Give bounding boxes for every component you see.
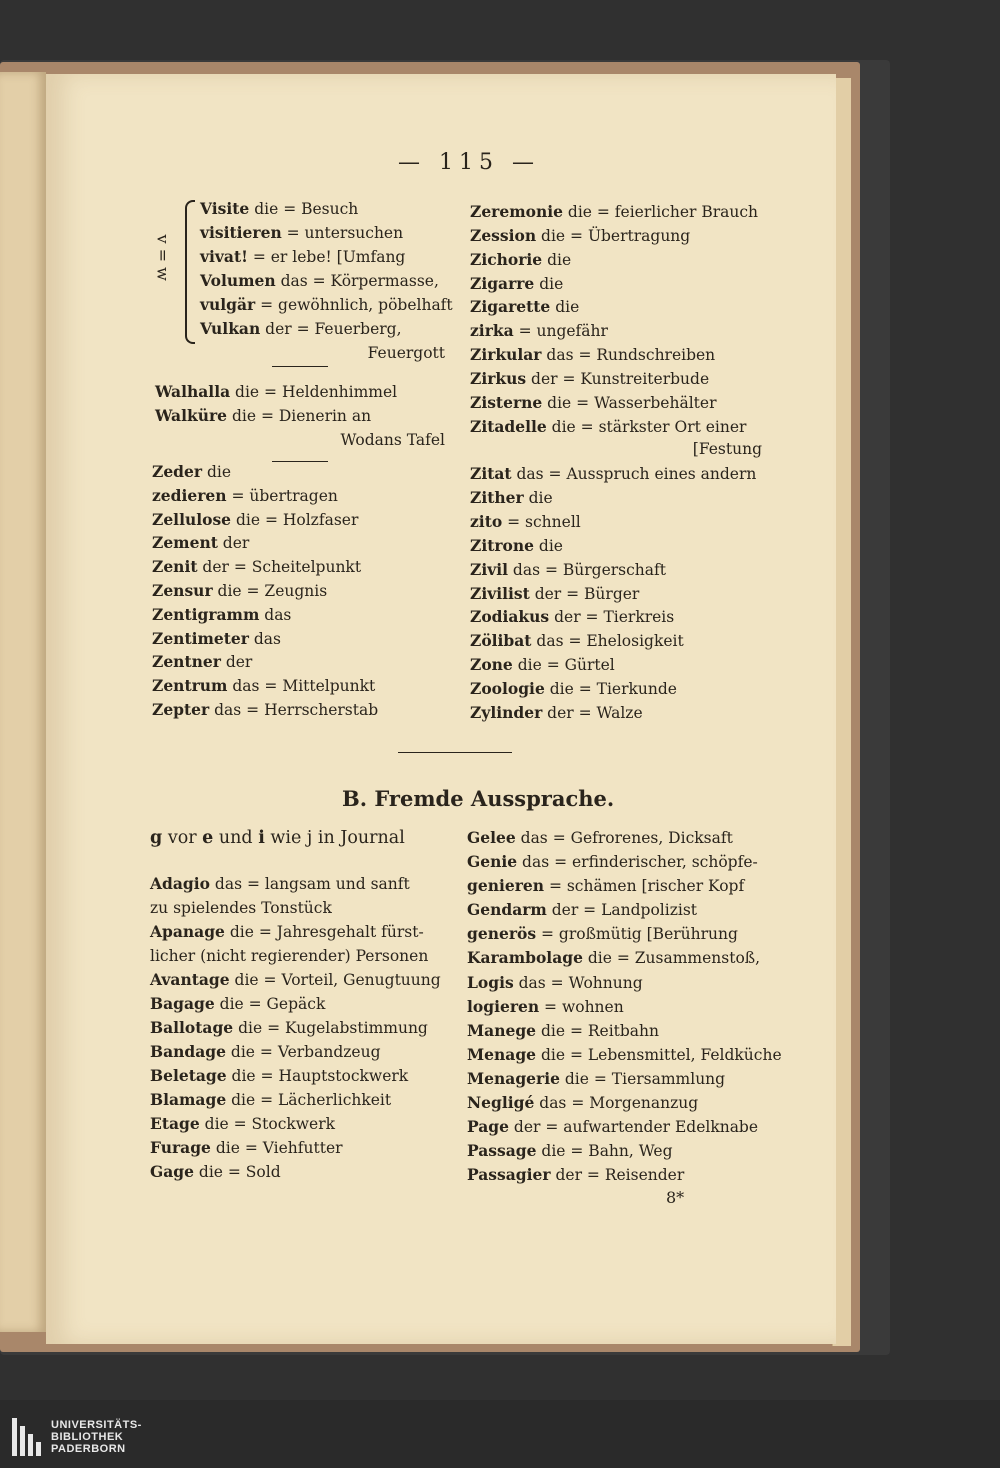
dictionary-entry	[470, 701, 762, 725]
entry-headword: Gendarm	[467, 900, 547, 920]
library-logo	[12, 1418, 142, 1456]
entry-headword: Zentrum	[152, 676, 228, 696]
subheading-e: e	[202, 828, 214, 848]
entry-definition: das = Wohnung	[513, 973, 643, 992]
entry-headword: visitieren	[200, 223, 282, 242]
entry-headword: zirka	[470, 321, 514, 341]
section-b-left-entries	[150, 872, 445, 1184]
entry-definition: die = stärkster Ort einer	[546, 417, 747, 436]
entry-headword: Zitadelle	[470, 416, 547, 436]
entry-definition: der = Walze	[542, 703, 643, 722]
entry-definition: der = Reisender	[550, 1166, 685, 1185]
entry-headword: Zoologie	[470, 678, 545, 698]
dictionary-entry	[470, 605, 762, 629]
entry-definition: das = Ehelosigkeit	[531, 632, 684, 651]
dictionary-entry	[470, 343, 762, 367]
dictionary-entry	[467, 1163, 762, 1187]
dictionary-entry	[150, 968, 445, 992]
subheading-text-3: wie j in Journal	[264, 828, 405, 848]
entry-headword: Zitat	[470, 464, 512, 484]
entry-headword: Menage	[467, 1044, 537, 1064]
entry-definition: = schnell	[502, 512, 581, 531]
dictionary-entry	[152, 698, 452, 722]
dictionary-entry	[150, 1136, 445, 1160]
dictionary-entry	[200, 245, 445, 269]
dictionary-entry	[200, 269, 445, 293]
entry-definition: die = Heldenhimmel	[230, 383, 398, 401]
entry-headword: Zement	[152, 533, 218, 553]
logo-line-1: UNIVERSITÄTS-	[51, 1419, 142, 1431]
entry-headword: Zylinder	[470, 702, 543, 722]
entry-definition: die	[542, 250, 572, 269]
right-z-entries	[470, 200, 762, 725]
dictionary-entry	[467, 971, 762, 995]
entry-definition: [Festung	[692, 440, 762, 459]
entry-definition: = untersuchen	[281, 224, 404, 242]
entry-definition: die = Lächerlichkeit	[226, 1091, 392, 1109]
entry-headword: Zeder	[152, 462, 203, 481]
entry-headword: Zentner	[152, 652, 221, 672]
top-left-entries	[200, 197, 453, 365]
entry-definition: die	[550, 298, 580, 317]
entry-definition: die = Viehfutter	[210, 1139, 343, 1157]
dictionary-entry	[152, 674, 452, 698]
left-page-edge	[0, 72, 46, 1332]
entry-headword: Zepter	[152, 699, 210, 719]
dictionary-entry	[467, 1067, 762, 1091]
entry-definition: die = Zeugnis	[212, 581, 328, 600]
entry-definition: das = Gefrorenes, Dicksaft	[515, 829, 733, 847]
entry-headword: Vulkan	[200, 319, 261, 338]
entry-definition: = großmütig [Berührung	[536, 925, 738, 944]
entry-definition: der	[217, 534, 250, 553]
entry-definition: zu spielendes Tonstück	[150, 899, 332, 917]
entry-definition: Wodans Tafel	[340, 431, 445, 449]
entry-definition: der = Feuerberg,	[260, 320, 402, 338]
dictionary-entry	[150, 1064, 445, 1088]
entry-definition: der = Kunstreiterbude	[526, 369, 710, 388]
dictionary-entry	[150, 944, 445, 968]
dictionary-entry	[152, 627, 452, 651]
logo-line-3: PADERBORN	[51, 1443, 126, 1455]
entry-definition: die = Tierkunde	[544, 679, 677, 698]
dictionary-entry	[470, 486, 762, 510]
left-z-entries	[152, 460, 452, 722]
entry-definition: der = Scheitelpunkt	[197, 558, 362, 577]
library-logo-icon	[12, 1418, 41, 1456]
section-b-right-entries	[467, 826, 782, 1187]
entry-headword: Zisterne	[470, 392, 543, 412]
subheading-g: g	[150, 828, 163, 848]
dictionary-entry	[200, 221, 445, 245]
entry-headword: Adagio	[150, 874, 210, 893]
dictionary-entry	[470, 248, 762, 272]
entry-definition: das = Bürgerschaft	[508, 560, 666, 579]
dictionary-entry	[470, 319, 762, 343]
dictionary-entry	[470, 653, 762, 677]
dictionary-entry	[470, 510, 762, 534]
footer-band	[0, 1400, 1000, 1468]
entry-definition: Feuergott	[367, 344, 445, 362]
dictionary-entry	[152, 531, 452, 555]
entry-definition: der = aufwartender Edelknabe	[508, 1118, 759, 1137]
entry-headword: logieren	[467, 996, 540, 1016]
dictionary-entry	[467, 1139, 762, 1163]
entry-headword: Negligé	[467, 1093, 535, 1113]
dictionary-entry	[470, 438, 762, 462]
entry-headword: Zivil	[470, 559, 508, 579]
dictionary-entry	[467, 1091, 762, 1115]
dictionary-entry	[150, 1088, 445, 1112]
logo-line-2: BIBLIOTHEK	[51, 1431, 124, 1443]
dictionary-entry	[467, 922, 762, 946]
entry-headword: Zigarette	[470, 297, 551, 317]
dictionary-entry	[470, 534, 762, 558]
entry-definition: das = Mittelpunkt	[227, 677, 376, 696]
dictionary-entry	[150, 992, 445, 1016]
entry-definition: licher (nicht regierender) Personen	[150, 947, 429, 965]
dictionary-entry	[470, 629, 762, 653]
dictionary-entry	[200, 317, 445, 341]
entry-headword: genieren	[467, 876, 545, 896]
entry-definition: das = Herrscherstab	[209, 700, 379, 719]
entry-headword: Beletage	[150, 1066, 227, 1085]
entry-headword: Ballotage	[150, 1018, 234, 1037]
entry-definition: die = Jahresgehalt fürst-	[224, 923, 424, 941]
entry-definition: = wohnen	[539, 997, 624, 1016]
entry-definition: das = Rundschreiben	[541, 346, 716, 365]
entry-headword: Page	[467, 1117, 509, 1137]
entry-definition: die = Zusammenstoß,	[582, 949, 761, 968]
entry-headword: Zigarre	[470, 273, 535, 293]
entry-headword: Karambolage	[467, 948, 583, 968]
entry-definition: das = Morgenanzug	[534, 1094, 699, 1113]
dictionary-entry	[152, 460, 452, 484]
dictionary-entry	[155, 380, 445, 404]
dictionary-entry	[470, 200, 762, 224]
entry-definition: die = Verbandzeug	[226, 1043, 381, 1061]
entry-definition: die = Gepäck	[214, 995, 326, 1013]
dictionary-entry	[470, 272, 762, 296]
entry-definition: das = langsam und sanft	[209, 875, 410, 893]
entry-headword: Etage	[150, 1114, 200, 1133]
section-subheading	[150, 828, 405, 848]
entry-headword: Zession	[470, 225, 537, 245]
entry-definition: = ungefähr	[513, 322, 608, 341]
left-w-entries	[155, 380, 445, 452]
entry-headword: Menagerie	[467, 1068, 560, 1088]
entry-definition: die	[534, 536, 563, 555]
dictionary-entry	[150, 1040, 445, 1064]
rule-1	[272, 366, 328, 367]
entry-headword: Bandage	[150, 1042, 226, 1061]
signature-mark: 8*	[666, 1188, 685, 1207]
entry-headword: Bagage	[150, 994, 215, 1013]
dictionary-entry	[467, 1019, 762, 1043]
entry-headword: generös	[467, 924, 537, 944]
dictionary-entry	[152, 484, 452, 508]
entry-headword: Zither	[470, 488, 524, 508]
entry-headword: Apanage	[150, 922, 225, 941]
entry-headword: Zirkular	[470, 345, 542, 365]
dictionary-entry	[155, 428, 445, 452]
entry-headword: Passage	[467, 1141, 537, 1161]
entry-headword: Zitrone	[470, 535, 534, 555]
entry-headword: zito	[470, 511, 503, 531]
subheading-text-2: und	[213, 828, 259, 848]
dictionary-entry	[150, 920, 445, 944]
dictionary-entry	[150, 1112, 445, 1136]
entry-definition: die = Holzfaser	[231, 510, 359, 529]
dictionary-entry	[200, 341, 445, 365]
dictionary-entry	[467, 1043, 782, 1067]
entry-definition: die = Hauptstockwerk	[226, 1067, 409, 1085]
entry-headword: Zellulose	[152, 509, 232, 529]
dictionary-entry	[467, 850, 762, 874]
entry-headword: Manege	[467, 1020, 537, 1040]
entry-definition: die = Gürtel	[512, 656, 615, 675]
dictionary-entry	[150, 1160, 445, 1184]
dictionary-entry	[152, 603, 452, 627]
entry-headword: vulgär	[200, 295, 256, 314]
entry-headword: Zivilist	[470, 583, 530, 603]
entry-headword: Genie	[467, 852, 518, 872]
entry-headword: Gage	[150, 1162, 194, 1181]
entry-headword: Zölibat	[470, 631, 532, 651]
entry-headword: Zirkus	[470, 368, 527, 388]
entry-headword: Logis	[467, 972, 514, 992]
entry-definition: die = feierlicher Brauch	[562, 203, 759, 221]
entry-definition: der = Landpolizist	[546, 901, 698, 920]
dictionary-entry	[150, 896, 445, 920]
entry-definition: = schämen [rischer Kopf	[544, 877, 745, 896]
entry-definition: der	[220, 653, 253, 672]
dictionary-entry	[467, 874, 762, 898]
entry-headword: Avantage	[150, 970, 230, 989]
entry-definition: das	[248, 629, 281, 648]
dictionary-entry	[200, 197, 445, 221]
dictionary-entry	[470, 677, 762, 701]
dictionary-entry	[152, 508, 452, 532]
entry-headword: Visite	[200, 199, 250, 218]
dictionary-entry	[470, 367, 762, 391]
section-rule	[398, 752, 512, 753]
entry-headword: Walhalla	[155, 382, 231, 401]
entry-definition: die = Besuch	[249, 200, 359, 218]
entry-definition: der = Tierkreis	[549, 608, 675, 627]
dictionary-entry	[152, 579, 452, 603]
dictionary-entry	[470, 462, 762, 486]
entry-definition: die = Tiersammlung	[559, 1069, 726, 1088]
bracket-brace	[185, 200, 195, 344]
page-number: — 115 —	[398, 150, 540, 175]
subheading-i: i	[258, 828, 265, 848]
entry-definition: der = Bürger	[529, 584, 640, 603]
entry-definition: die	[523, 489, 553, 508]
dictionary-entry	[200, 293, 453, 317]
dictionary-entry	[470, 295, 762, 319]
dictionary-entry	[155, 404, 445, 428]
entry-definition: die = Bahn, Weg	[536, 1142, 673, 1161]
entry-headword: Blamage	[150, 1090, 227, 1109]
entry-definition: die	[202, 463, 232, 481]
entry-definition: die = Reitbahn	[536, 1021, 660, 1040]
entry-definition: das = erfinderischer, schöpfe-	[517, 853, 758, 872]
entry-headword: Zeremonie	[470, 202, 563, 221]
entry-headword: vivat!	[200, 247, 248, 266]
dictionary-entry	[470, 415, 762, 439]
entry-definition: die = Wasserbehälter	[542, 393, 717, 412]
dictionary-entry	[150, 1016, 445, 1040]
dictionary-entry	[470, 558, 762, 582]
dictionary-entry	[150, 872, 445, 896]
entry-definition: die = Stockwerk	[199, 1115, 336, 1133]
entry-headword: Furage	[150, 1138, 211, 1157]
dictionary-entry	[467, 1115, 762, 1139]
entry-headword: Zentigramm	[152, 604, 260, 624]
dictionary-entry	[467, 826, 762, 850]
dictionary-entry	[467, 995, 762, 1019]
entry-headword: zedieren	[152, 485, 227, 505]
dictionary-entry	[467, 898, 762, 922]
entry-headword: Zodiakus	[470, 607, 550, 627]
entry-headword: Zenit	[152, 557, 198, 577]
vertical-label: v = w	[153, 234, 173, 281]
entry-headword: Walküre	[155, 406, 228, 425]
entry-headword: Gelee	[467, 828, 516, 847]
dictionary-entry	[467, 946, 762, 970]
entry-headword: Zensur	[152, 580, 213, 600]
dictionary-entry	[152, 650, 452, 674]
entry-definition: = übertragen	[226, 486, 338, 505]
entry-headword: Volumen	[200, 271, 276, 290]
entry-definition: die = Kugelabstimmung	[233, 1019, 428, 1037]
entry-definition: das = Körpermasse,	[275, 272, 439, 290]
entry-definition: die	[534, 274, 564, 293]
entry-definition: die = Dienerin an	[227, 407, 372, 425]
section-title: B. Fremde Aussprache.	[342, 786, 615, 811]
entry-definition: die = Sold	[193, 1163, 281, 1181]
entry-definition: das = Ausspruch eines andern	[511, 465, 757, 484]
entry-definition: die = Lebensmittel, Feldküche	[536, 1045, 782, 1064]
dictionary-entry	[470, 582, 762, 606]
entry-definition: = er lebe! [Umfang	[247, 248, 406, 266]
entry-definition: die = Vorteil, Genugtuung	[229, 971, 441, 989]
entry-headword: Zentimeter	[152, 628, 249, 648]
entry-headword: Zone	[470, 655, 513, 675]
dictionary-entry	[470, 391, 762, 415]
entry-headword: Zichorie	[470, 249, 543, 269]
entry-definition: die = Übertragung	[536, 226, 691, 245]
entry-definition: das	[259, 605, 292, 624]
dictionary-entry	[152, 555, 452, 579]
entry-headword: Passagier	[467, 1165, 551, 1185]
dictionary-entry	[470, 224, 762, 248]
subheading-text-1: vor	[162, 828, 203, 848]
entry-definition: = gewöhnlich, pöbelhaft	[255, 296, 453, 314]
